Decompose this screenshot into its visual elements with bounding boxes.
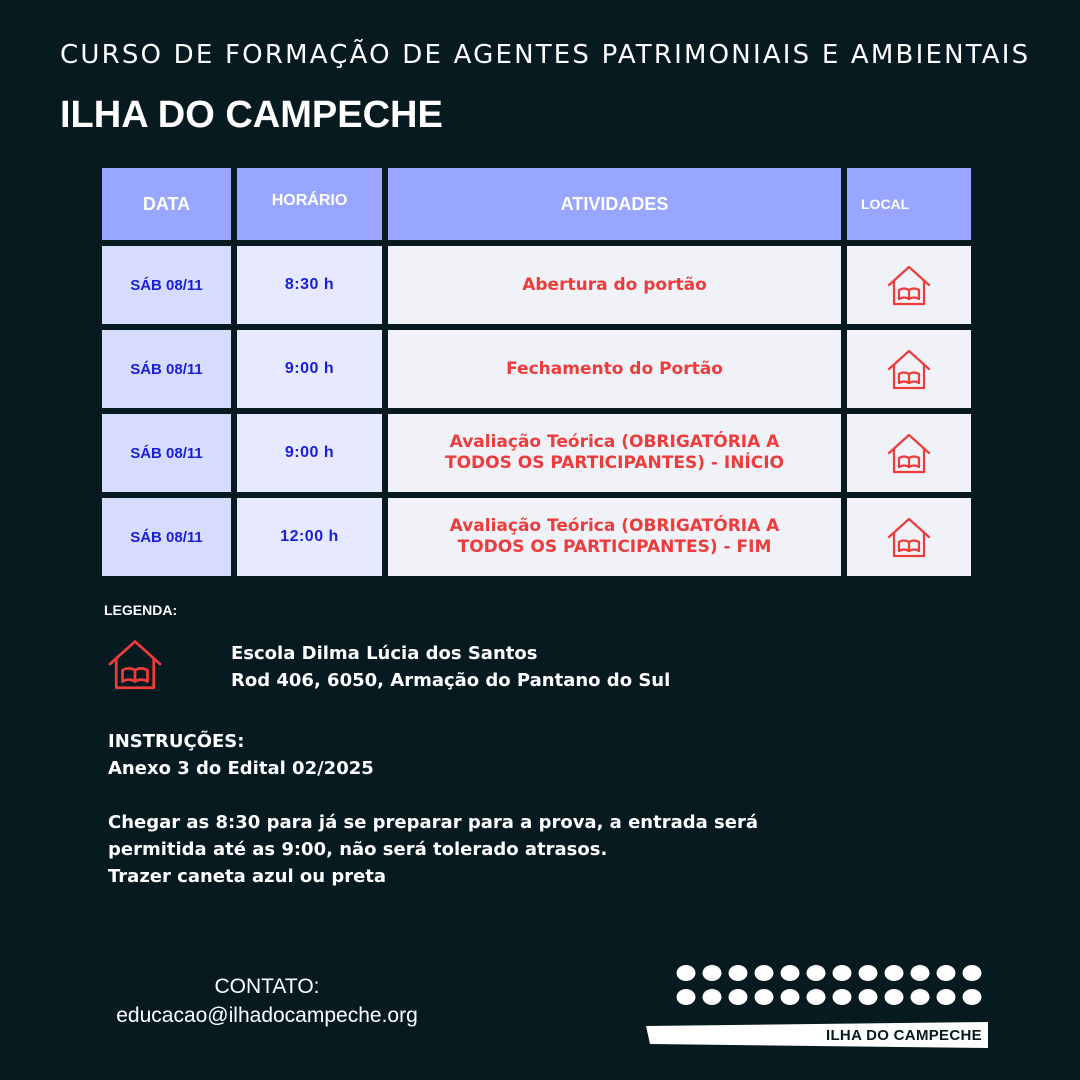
column-header-location: LOCAL <box>847 168 971 240</box>
row-4-time: 12:00 h <box>237 498 382 576</box>
instructions-line-3: Trazer caneta azul ou preta <box>108 866 387 887</box>
legend-school-name: Escola Dilma Lúcia dos Santos <box>231 643 538 664</box>
column-header-time: HORÁRIO <box>237 168 382 240</box>
row-3-activity: Avaliação Teórica (OBRIGATÓRIA A TODOS OS PARTICIPANTES) - INÍCIO <box>388 414 841 492</box>
instructions-line-2: permitida até as 9:00, não será tolerado atrasos. <box>108 839 608 860</box>
row-2-date: SÁB 08/11 <box>102 330 231 408</box>
row-4-activity: Avaliação Teórica (OBRIGATÓRIA A TODOS OS PARTICIPANTES) - FIM <box>388 498 841 576</box>
logo-dots-icon <box>676 962 992 1010</box>
row-1-date: SÁB 08/11 <box>102 246 231 324</box>
school-house-icon <box>885 345 933 393</box>
instructions <box>108 728 828 890</box>
row-2-activity: Fechamento do Portão <box>388 330 841 408</box>
legend-address: Rod 406, 6050, Armação do Pantano do Sul <box>231 670 671 691</box>
school-house-icon <box>885 513 933 561</box>
row-1-location <box>847 246 971 324</box>
contact <box>104 972 430 1030</box>
legend-label: LEGENDA: <box>104 602 178 618</box>
instructions-reference: Anexo 3 do Edital 02/2025 <box>108 758 374 779</box>
row-4-date: SÁB 08/11 <box>102 498 231 576</box>
school-house-icon <box>104 634 166 699</box>
instructions-heading: INSTRUÇÕES: <box>108 731 245 752</box>
row-1-activity: Abertura do portão <box>388 246 841 324</box>
page-title: ILHA DO CAMPECHE <box>60 94 443 136</box>
instructions-line-1: Chegar as 8:30 para já se preparar para a prova, a entrada será <box>108 812 758 833</box>
contact-email[interactable]: educacao@ilhadocampeche.org <box>116 1004 418 1027</box>
row-3-time: 9:00 h <box>237 414 382 492</box>
school-house-icon <box>885 261 933 309</box>
row-4-location <box>847 498 971 576</box>
schedule-table <box>102 168 971 576</box>
course-title: CURSO DE FORMAÇÃO DE AGENTES PATRIMONIAIS E AMBIENTAIS <box>60 40 1031 70</box>
row-3-date: SÁB 08/11 <box>102 414 231 492</box>
legend-description <box>231 640 670 694</box>
column-header-activities: ATIVIDADES <box>388 168 841 240</box>
contact-label: CONTATO: <box>214 975 320 998</box>
logo-text: ILHA DO CAMPECHE <box>826 1027 982 1044</box>
ilha-do-campeche-logo <box>646 962 992 1050</box>
row-1-time: 8:30 h <box>237 246 382 324</box>
column-header-date: DATA <box>102 168 231 240</box>
row-3-location <box>847 414 971 492</box>
row-2-time: 9:00 h <box>237 330 382 408</box>
school-house-icon <box>885 429 933 477</box>
row-2-location <box>847 330 971 408</box>
